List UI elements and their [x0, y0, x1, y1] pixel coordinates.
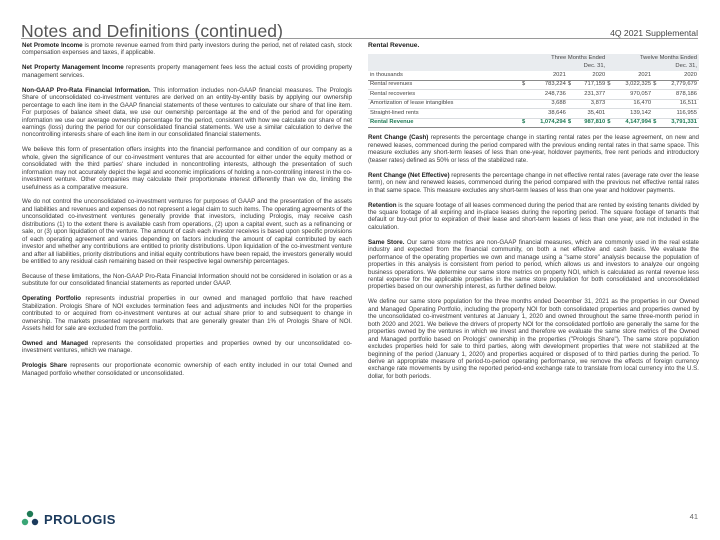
- definition-term: Net Promote Income: [22, 42, 83, 49]
- year-header: 2021: [528, 71, 568, 80]
- supplemental-label: 4Q 2021 Supplemental: [610, 28, 698, 38]
- definition-term: Operating Portfolio: [22, 295, 82, 303]
- column-group-header: Three Months Ended: [522, 54, 607, 63]
- definition-text: We believe this form of presentation offers insights into the financial performance and condition of our company as a whole, given the significance of our co-investment ventures that are accounted for either under the equity method or consolidated with the third parties' share included in noncontrolling interests, although the presentation of such information may not accurately depict the legal and economic implications of holding a non-controlling interest in the co-investment venture. Other companies may calculate their proportionate interest differently than we do, limiting the usefulness as a comparative measure.: [22, 146, 352, 191]
- value-cell: 248,736: [528, 90, 568, 100]
- paragraph: [368, 172, 699, 194]
- definition-text: represents the percentage change in net effective rental rates (average rate over the lease term), on new and renewed leases, commenced during the period compared with the previous net effective rental rates in that same space. This measure excludes any short-term leases of less than one year and holdover payments.: [368, 171, 699, 194]
- definition-text: represents the consolidated properties and properties owned by our unconsolidated co-investment ventures, which we manage.: [22, 340, 352, 355]
- definition-text: represents property management fees less the actual costs of providing property management services.: [22, 64, 352, 79]
- currency-symbol: $: [522, 118, 528, 128]
- value-cell: 970,057: [613, 90, 653, 100]
- table-header-row: [368, 63, 699, 72]
- paragraph: [22, 42, 352, 57]
- year-header: 2020: [659, 71, 699, 80]
- value-cell: 139,142: [613, 109, 653, 119]
- definition-term: Retention: [368, 201, 397, 209]
- definition-text: We define our same store population for the three months ended December 31, 2021 as the properties in our Owned and Managed Operating Portfolio, including the property NOI for both consolidated properties and properties owned by the unconsolidated co-investment ventures at January 1, 2020 and owned throughout the same three-month period in both 2020 and 2021. We believe the drivers of property NOI for the consolidated portfolio are generally the same for the properties owned by the ventures in which we invest and therefore we evaluate the same store metrics of the Owned and Managed portfolio based on Prologis' ownership in the properties ("Prologis Share"). The same store population excludes properties held for sale to third parties, along with development properties that were not stabilized at the beginning of the period (January 1, 2020) and properties acquired or disposed of to third parties during the period. To derive an appropriate measure of period-to-period operating performance, we remove the effects of foreign currency exchange rate movements by using the reported period-end exchange rate to translate from local currency into the U.S. dollar, for both periods.: [368, 298, 699, 380]
- rental-revenue-table: [368, 54, 699, 128]
- total-value: 1,074,294: [528, 118, 568, 128]
- value-cell: 3,873: [574, 99, 607, 109]
- year-header: 2021: [613, 71, 653, 80]
- paragraph: [368, 202, 699, 232]
- paragraph: [22, 198, 352, 265]
- currency-symbol: $: [653, 118, 659, 128]
- table-row: [368, 90, 699, 100]
- currency-symbol: $: [522, 80, 528, 90]
- currency-symbol: $: [607, 80, 613, 90]
- prologis-logo-icon: [20, 509, 40, 529]
- column-group-header: Twelve Months Ended: [607, 54, 699, 63]
- definition-term: Prologis Share: [22, 362, 68, 370]
- header-divider: [21, 38, 698, 39]
- total-value: 3,791,331: [659, 118, 699, 128]
- definition-text: represents the percentage change in starting rental rates per the lease agreement, on new and renewed leases, commenced during the period compared with the previous ending rental rates in that same space. This measure excludes any short-term leases of less than one-year, holdover payments, free rent periods and introductory (teaser rates) defined as 50% or less of the stabilized rate.: [368, 134, 699, 164]
- definition-text: Our same store metrics are non-GAAP financial measures, which are commonly used in the real estate industry and expected from the financial community, on both a net effective and cash basis. We evaluate the performance of the operating properties we own and manage using a "same store" analysis because the population of properties in this analysis is consistent from period to period, which allows us and investors to analyze our ongoing business operations. We determine our same store metrics on property NOI, which is calculated as rental revenue less rental expense for the applicable properties in the same store population for both consolidated and unconsolidated properties based on our ownership interest, as further defined below.: [368, 238, 699, 291]
- table-row: [368, 99, 699, 109]
- paragraph: [22, 295, 352, 332]
- value-cell: 783,224: [528, 80, 568, 90]
- value-cell: 878,186: [659, 90, 699, 100]
- prologis-logo: [20, 509, 116, 529]
- currency-symbol: $: [653, 80, 659, 90]
- table-row: [368, 109, 699, 119]
- paragraph: [22, 146, 352, 191]
- total-value: 987,810: [574, 118, 607, 128]
- value-cell: 16,470: [613, 99, 653, 109]
- paragraph: [22, 87, 352, 139]
- definition-text: represents our proportionate economic ownership of each entity included in our total Owned and Managed portfolio whether consolidated or unconsolidated.: [22, 362, 352, 377]
- table-total-row: [368, 118, 699, 128]
- table-years-row: [368, 71, 699, 80]
- definition-text: is promote revenue earned from third party investors during the period, net of related cash, stock compensation expenses and taxes, if applicable.: [22, 42, 352, 57]
- definition-text: Because of these limitations, the Non-GAAP Pro-Rata Financial Information should not be considered in isolation or as a substitute for our consolidated financial statements as reported under GAAP.: [22, 272, 352, 288]
- paragraph: [368, 134, 699, 164]
- paragraph: [22, 340, 352, 355]
- row-label: Amortization of lease intangibles: [368, 99, 522, 109]
- value-cell: 231,377: [574, 90, 607, 100]
- units-label: in thousands: [368, 71, 522, 80]
- definition-term: Same Store.: [368, 238, 405, 246]
- definition-term: Owned and Managed: [22, 340, 89, 348]
- row-label: Rental revenues: [368, 80, 522, 90]
- definition-text: We do not control the unconsolidated co-investment ventures for purposes of GAAP and the presentation of the assets and liabilities and revenues and expenses do not represent a legal claim to such items. The operating agreements of the unconsolidated co-investment ventures generally provide that investors, including Prologis, may receive cash distributions (1) to the extent there is available cash from operations, (2) upon a capital event, such as a refinancing or sale, or (3) upon liquidation of the venture. The amount of cash each investor receives is based upon specific provisions of each operating agreement and varies depending on factors including the amount of capital contributed by each investor and whether any contributions are entitled to priority distributions. Upon liquidation of the co-investment venture and after all liabilities, priority distributions and initial equity contributions have been repaid, the investors generally would be entitled to any residual cash remaining based on their respective legal ownership percentages.: [22, 198, 352, 266]
- paragraph: [368, 239, 699, 291]
- right-column: [368, 42, 699, 388]
- logo-text: PROLOGIS: [44, 511, 116, 527]
- currency-symbol: $: [568, 80, 574, 90]
- column-period-header: Dec. 31,: [522, 63, 607, 72]
- paragraph: [22, 362, 352, 377]
- table-row: [368, 80, 699, 90]
- page-number: 41: [689, 512, 698, 521]
- definition-term: Rent Change (Net Effective): [368, 171, 450, 179]
- total-label: Rental Revenue: [368, 118, 522, 128]
- table-cell: [368, 54, 522, 63]
- table-header-row: [368, 54, 699, 63]
- page-title: Notes and Definitions (continued): [21, 21, 284, 41]
- table-cell: [368, 63, 522, 72]
- paragraph: [22, 273, 352, 288]
- right-paragraphs: [368, 134, 699, 380]
- definition-text: This information includes non-GAAP financial measures. The Prologis Share of unconsolidated co-investment ventures are derived on an entity-by-entity basis by applying our ownership percentage to each line item in the GAAP financial statements of these ventures to calculate our share of that line item. For purposes of balance sheet data, we use our ownership percentage at the end of the period and for operating information we use our average ownership percentage for the period, consistent with how we calculate our share of net earnings (loss) during the period for our consolidated financial statements. We use a similar calculation to derive the noncontrolling interests share of each line item in our consolidated financial statements.: [22, 86, 352, 139]
- paragraph: [368, 298, 699, 380]
- total-value: 4,147,994: [613, 118, 653, 128]
- value-cell: 2,779,679: [659, 80, 699, 90]
- definition-text: is the square footage of all leases commenced during the period that are rented by existing tenants divided by the square footage of all expiring and in-place leases during the reporting period. The square footage of tenants that default or buy-out prior to expiration of their lease and short-term leases of less than one year, are not included in the calculation.: [368, 201, 699, 231]
- definition-text: represents industrial properties in our owned and managed portfolio that have reached Stabilization. Prologis Share of NOI excludes termination fees and adjustments and includes NOI for the properties contributed to or acquired from co-investment ventures at our actual share prior to and subsequent to change in ownership. The markets presented represent markets that are generally greater than 1% of Prologis Share of NOI. Assets held for sale are excluded from the portfolio.: [22, 295, 352, 333]
- row-label: Rental recoveries: [368, 90, 522, 100]
- currency-symbol: $: [568, 118, 574, 128]
- value-cell: 3,688: [528, 99, 568, 109]
- paragraph: [22, 64, 352, 79]
- value-cell: 38,646: [528, 109, 568, 119]
- definition-term: Net Property Management Income: [22, 64, 124, 72]
- value-cell: 717,159: [574, 80, 607, 90]
- value-cell: 116,955: [659, 109, 699, 119]
- value-cell: 3,022,325: [613, 80, 653, 90]
- definition-term: Non-GAAP Pro-Rata Financial Information.: [22, 86, 151, 94]
- column-period-header: Dec. 31,: [607, 63, 699, 72]
- value-cell: 35,401: [574, 109, 607, 119]
- row-label: Straight-lined rents: [368, 109, 522, 119]
- currency-symbol: $: [607, 118, 613, 128]
- rental-revenue-heading: Rental Revenue.: [368, 42, 420, 49]
- left-column: [22, 42, 352, 385]
- year-header: 2020: [574, 71, 607, 80]
- value-cell: 16,511: [659, 99, 699, 109]
- definition-term: Rent Change (Cash): [368, 134, 429, 142]
